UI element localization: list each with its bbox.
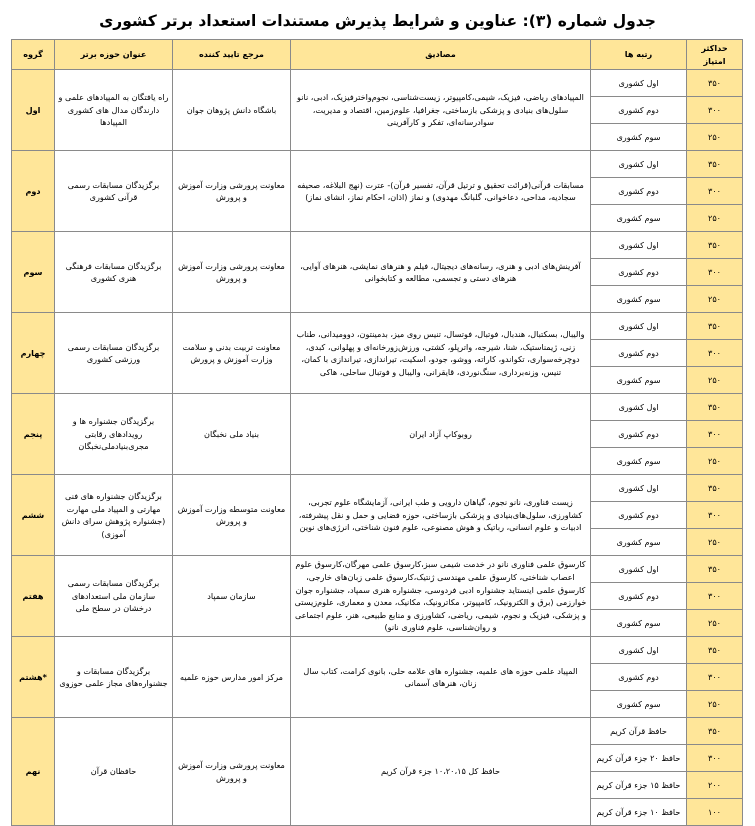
page-title: جدول شماره (۳): عناوین و شرایط پذیرش مستندات استعداد برتر کشوری [99,12,656,30]
cell-field-title: برگزیدگان مسابقات فرهنگی هنری کشوری [55,232,173,313]
cell-score: ۳۵۰ [687,394,743,421]
cell-examples: حافظ کل ۱۰،۲۰،۱۵ جزء قرآن کریم [291,718,591,826]
cell-examples: روبوکاپ آزاد ایران [291,394,591,475]
cell-score: ۳۵۰ [687,637,743,664]
table-row [12,394,743,421]
cell-field-title: برگزیدگان مسابقات رسمی قرآنی کشوری [55,151,173,232]
cell-score: ۲۵۰ [687,529,743,556]
cell-score: ۲۵۰ [687,691,743,718]
cell-rank: حافظ قرآن کریم [591,718,687,745]
cell-group: هفتم [12,556,55,637]
column-header-ranks: رتبه ها [591,40,687,70]
cell-field-title: حافظان قرآن [55,718,173,826]
cell-reference: باشگاه دانش پژوهان جوان [173,70,291,151]
cell-group: چهارم [12,313,55,394]
cell-score: ۳۵۰ [687,70,743,97]
cell-score: ۳۰۰ [687,421,743,448]
cell-group: ششم [12,475,55,556]
table-body [12,70,743,826]
cell-rank: اول کشوری [591,232,687,259]
cell-rank: اول کشوری [591,151,687,178]
cell-field-title: برگزیدگان مسابقات رسمی ورزشی کشوری [55,313,173,394]
cell-score: ۲۵۰ [687,367,743,394]
cell-rank: دوم کشوری [591,178,687,205]
cell-reference: معاونت متوسطه وزارت آموزش و پرورش [173,475,291,556]
cell-score: ۳۵۰ [687,475,743,502]
cell-score: ۲۵۰ [687,205,743,232]
table-row [12,718,743,745]
cell-rank: دوم کشوری [591,97,687,124]
cell-rank: سوم کشوری [591,367,687,394]
cell-rank: اول کشوری [591,70,687,97]
table-row [12,637,743,664]
table-header [12,40,743,70]
column-header-examples: مصادیق [291,40,591,70]
cell-group: سوم [12,232,55,313]
cell-score: ۲۰۰ [687,772,743,799]
cell-rank: اول کشوری [591,313,687,340]
cell-score: ۲۵۰ [687,286,743,313]
cell-score: ۲۵۰ [687,610,743,637]
cell-rank: سوم کشوری [591,124,687,151]
column-header-field-title: عنوان حوزه برتر [55,40,173,70]
cell-examples: کارسوق علمی فناوری نانو در خدمت شیمی سبز،کارسوق علمی مهرگان،کارسوق علوم اعصاب شناختی، کارسوق علمی مهندسی ژنتیک،کارسوق علمی زبان‌های خارجی، کارسوق علمی اینستاید جشنواره ادبی فردوسی، جشنواره هنری سمپاد، جشنواره جوان خوارزمی (برق و الکترونیک، کامپیوتر، مکاترونیک، مکانیک، معدن و معماری، علوم‌زیستی و پزشکی، فیزیک و نجوم، شیمی، ریاضی، کشاورزی و منابع طبیعی، هنر، علوم اجتماعی و روان‌شناسی، علوم فناوری نانو) [291,556,591,637]
cell-score: ۳۰۰ [687,664,743,691]
cell-score: ۲۵۰ [687,448,743,475]
cell-reference: معاونت پرورشی وزارت آموزش و پرورش [173,232,291,313]
cell-score: ۱۰۰ [687,799,743,826]
table-row [12,151,743,178]
column-header-reference: مرجع تایید کننده [173,40,291,70]
top-talent-criteria-table [11,39,743,826]
cell-rank: سوم کشوری [591,610,687,637]
cell-rank: سوم کشوری [591,691,687,718]
cell-rank: حافظ ۲۰ جزء قرآن کریم [591,745,687,772]
table-header-row [12,40,743,70]
cell-field-title: برگزیدگان جشنواره ها و رویدادهای رقابتی مجری‌بنیادملی‌نخبگان [55,394,173,475]
column-header-group: گروه [12,40,55,70]
cell-group: دوم [12,151,55,232]
table-row [12,313,743,340]
table-row [12,232,743,259]
cell-reference: معاونت پرورشی وزارت آموزش و پرورش [173,718,291,826]
cell-group: *هشتم [12,637,55,718]
cell-score: ۳۰۰ [687,97,743,124]
cell-examples: زیست فناوری، نانو نجوم، گیاهان دارویی و طب ایرانی، آزمایشگاه علوم تجربی، کشاورزی، سلول‌های‌بنیادی و پزشکی بازساختی، حوزه فضایی و حمل و نقل پیشرفته، ادبیات و علوم انسانی، رباتیک و هوش مصنوعی، علوم فنون شناختی، انرژی‌های نوین [291,475,591,556]
cell-rank: اول کشوری [591,394,687,421]
cell-score: ۳۰۰ [687,259,743,286]
cell-score: ۳۵۰ [687,556,743,583]
cell-score: ۳۰۰ [687,178,743,205]
cell-score: ۳۵۰ [687,718,743,745]
cell-examples: والیبال، بسکتبال، هندبال، فوتبال، فوتسال، تنیس روی میز، بدمینتون، دوومیدانی، طناب زنی، ژیمناستیک، شنا، شیرجه، واترپلو، کشتی، ورزش‌زورخانه‌ای و پهلوانی، کبدی، دوچرخه‌سواری، تکواندو، کاراته، ووشو، جودو، اسکیت، تیراندازی، تیراندازی با کمان، تنیس، وزنه‌برداری، سنگ‌نوردی، قایقرانی، والیبال و فوتبال ساحلی، هاکی [291,313,591,394]
cell-rank: دوم کشوری [591,340,687,367]
column-header-score: حداکثر امتیاز [687,40,743,70]
cell-score: ۳۵۰ [687,313,743,340]
cell-reference: معاونت پرورشی وزارت آموزش و پرورش [173,151,291,232]
cell-group: اول [12,70,55,151]
cell-rank: حافظ ۱۵ جزء قرآن کریم [591,772,687,799]
cell-rank: سوم کشوری [591,286,687,313]
cell-rank: دوم کشوری [591,502,687,529]
cell-rank: سوم کشوری [591,205,687,232]
cell-score: ۳۰۰ [687,745,743,772]
cell-rank: دوم کشوری [591,583,687,610]
cell-rank: سوم کشوری [591,448,687,475]
cell-rank: دوم کشوری [591,664,687,691]
cell-score: ۳۰۰ [687,583,743,610]
table-row [12,556,743,583]
cell-score: ۳۵۰ [687,232,743,259]
cell-examples: مسابقات قرآنی(قرائت تحقیق و ترتیل قرآن، تفسیر قرآن)- عترت (نهج البلاغه، صحیفه سجادیه، مداحی، دعاخوانی، گلبانگ مهدوی) و نماز (اذان، احکام نماز، انشای نماز) [291,151,591,232]
cell-field-title: راه یافتگان به المپیادهای علمی و دارندگان مدال های کشوری المپیادها [55,70,173,151]
cell-rank: دوم کشوری [591,259,687,286]
cell-rank: سوم کشوری [591,529,687,556]
cell-score: ۳۵۰ [687,151,743,178]
cell-rank: حافظ ۱۰ جزء قرآن کریم [591,799,687,826]
cell-score: ۲۵۰ [687,124,743,151]
cell-score: ۳۰۰ [687,340,743,367]
cell-rank: اول کشوری [591,637,687,664]
cell-score: ۳۰۰ [687,502,743,529]
cell-reference: بنیاد ملی نخبگان [173,394,291,475]
cell-field-title: برگزیدگان جشنواره های فنی مهارتی و المپیاد ملی مهارت (جشنواره پژوهش‌ سرای دانش آموزی) [55,475,173,556]
cell-group: پنجم [12,394,55,475]
cell-rank: اول کشوری [591,475,687,502]
cell-reference: مرکز امور مدارس حوزه علمیه [173,637,291,718]
cell-rank: اول کشوری [591,556,687,583]
table-row [12,70,743,97]
cell-examples: آفرینش‌های ادبی و هنری، رسانه‌های دیجیتال، فیلم و هنرهای نمایشی، هنرهای آوایی، هنرهای دستی و تجسمی، مطالعه و کتابخوانی [291,232,591,313]
cell-field-title: برگزیدگان مسابقات رسمی سازمان ملی استعدادهای درخشان در سطح ملی [55,556,173,637]
cell-reference: معاونت تربیت بدنی و سلامت وزارت آموزش و پرورش [173,313,291,394]
cell-examples: المپیاد علمی حوزه های علمیه، جشنواره های علامه حلی، بانوی کرامت، کتاب سال زنان، هنرهای آسمانی [291,637,591,718]
cell-field-title: برگزیدگان مسابقات و جشنواره‌های مجاز علمی حوزوی [55,637,173,718]
cell-examples: المپیادهای ریاضی، فیزیک، شیمی،کامپیوتر، زیست‌شناسی، نجوم‌واخترفیزیک، ادبی، نانو سلول‌های بنیادی و پزشکی بازساختی، جغرافیا، علوم‌زمین، اقتصاد و مدیریت، سوادرسانه‌ای، تفکر و کارآفرینی [291,70,591,151]
cell-group: نهم [12,718,55,826]
cell-reference: سازمان سمپاد [173,556,291,637]
table-row [12,475,743,502]
cell-rank: دوم کشوری [591,421,687,448]
